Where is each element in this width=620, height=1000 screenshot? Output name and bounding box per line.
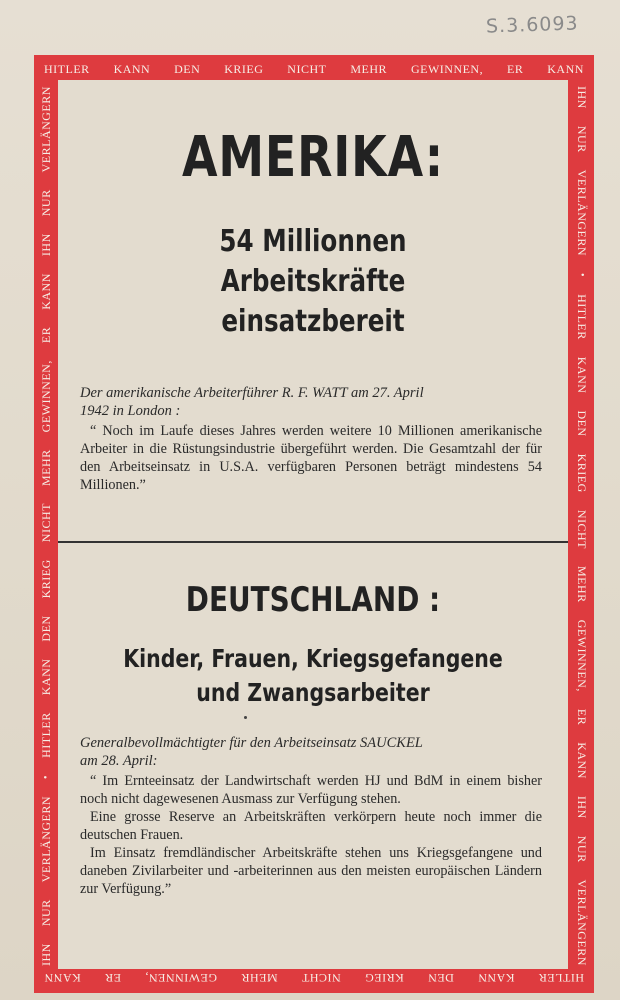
border-word: NICHT [38,503,53,543]
border-dot: • [576,273,588,278]
border-word: HITLER [44,61,90,76]
border-word: KRIEG [575,453,590,493]
quote-paragraph: Eine grosse Reserve an Arbeitskräften verkörpern heute noch immer die deutschen Frauen. [80,809,542,843]
border-word: HITLER [538,971,584,986]
border-word: DEN [427,971,454,986]
border-word: ER [104,971,121,986]
archive-mark: S.3.6093 [485,12,579,38]
intro-sauckel [80,734,540,770]
border-word: KRIEG [224,61,264,76]
border-word: KRIEG [38,559,53,599]
border-word: KANN [44,971,81,986]
heading-amerika: AMERIKA: [182,125,444,190]
border-word: KANN [575,356,590,394]
border-word: GEWINNEN, [38,360,53,433]
border-word: NUR [575,125,590,153]
border-word: GEWINNEN, [410,61,484,76]
border-word: HITLER [575,294,590,340]
intro-rest: 1942 in London : [80,403,181,419]
border-word: DEN [174,61,201,76]
border-word: IHN [38,233,53,257]
section-divider [58,541,568,543]
subheading-line: 54 Millionnen [219,224,407,259]
border-word: MEHR [38,449,53,486]
intro-rest: am 28. April: [80,753,158,769]
subheading-deutschland [104,642,522,710]
intro-italic: Der amerikanische Arbeiterführer R. F. WATT am 27. April [80,385,424,401]
border-word: KANN [38,273,53,310]
border-word: MEHR [350,61,388,76]
border-word: VERLÄNGERN [575,169,590,257]
border-word: NUR [38,189,53,217]
intro-italic: Generalbevollmächtigter für den Arbeitseinsatz SAUCKEL [80,735,423,751]
border-text-right [574,86,590,966]
subheading-line: und Zwangsarbeiter [196,678,430,707]
border-word: KANN [38,658,53,696]
border-word: GEWINNEN, [144,971,218,986]
border-word: NICHT [301,971,341,986]
subheading-line: Kinder, Frauen, Kriegsgefangene [123,644,503,673]
border-word: KANN [477,971,515,986]
border-word: KRIEG [364,971,404,986]
border-word: KANN [547,61,584,76]
border-word: MEHR [575,566,590,603]
border-word: GEWINNEN, [575,619,590,692]
subheading-amerika [104,222,522,342]
border-word: IHN [575,795,590,819]
quote-sauckel [80,772,542,898]
border-word: NUR [575,835,590,863]
quote-paragraph: “ Im Ernteeinsatz der Landwirtschaft werden HJ und BdM in einem bisher noch nicht dagewesenen Ausmass zur Verfügung stehen. [80,773,542,807]
border-word: IHN [575,86,590,109]
border-word: IHN [38,943,53,966]
border-word: MEHR [240,971,278,986]
quote-paragraph: “ Noch im Laufe dieses Jahres werden weitere 10 Millionen amerikanische Arbeiter in die Rüstungsindustrie übergeführt werden. Die Gesamtzahl der für den Arbeitseinsatz in U.S.A. verfügbaren Personen beträgt mindestens 54 Millionen.” [80,423,542,493]
border-text-left [38,86,54,966]
border-word: HITLER [38,712,53,758]
border-text-bottom [44,970,584,986]
border-word: NICHT [287,61,327,76]
border-text-top [44,61,584,77]
border-word: NICHT [575,509,590,549]
border-word: NUR [38,899,53,927]
intro-watt [80,384,540,420]
border-word: ER [38,326,53,344]
border-word: VERLÄNGERN [38,795,53,883]
quote-paragraph: Im Einsatz fremdländischer Arbeitskräfte stehen uns Kriegsgefangene und daneben Zivilarbeiter und -arbeiterinnen aus den meisten europäischen Ländern zur Verfügung.” [80,845,542,897]
heading-deutschland: DEUTSCHLAND : [185,580,441,620]
border-word: KANN [113,61,151,76]
border-dot: • [40,774,52,779]
border-word: ER [575,708,590,726]
print-dot [244,716,247,719]
border-word: ER [507,61,524,76]
quote-watt [80,422,542,494]
border-word: DEN [38,615,53,642]
border-word: VERLÄNGERN [38,86,53,173]
border-word: KANN [575,742,590,779]
subheading-line: Arbeitskräfte [220,264,406,299]
border-word: DEN [575,410,590,437]
border-word: VERLÄNGERN [575,879,590,966]
subheading-line: einsatzbereit [221,304,405,339]
